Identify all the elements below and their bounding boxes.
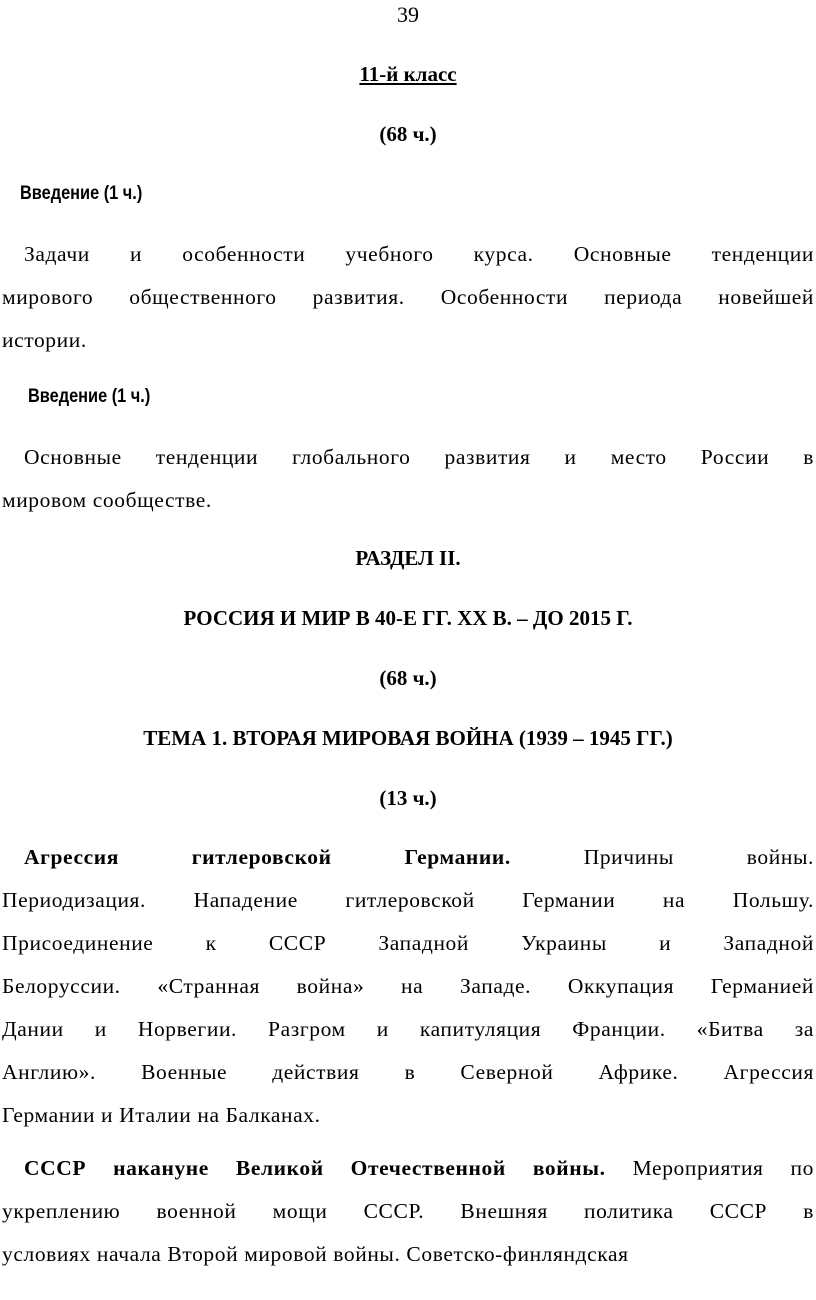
intro1-heading: Введение (1 ч.) <box>20 183 143 204</box>
para2-paragraph <box>2 1147 814 1276</box>
para1-lead: Агрессия гитлеровской Германии. <box>24 845 511 869</box>
para2-line: укреплению военной мощи СССР. Внешняя политика СССР в <box>2 1199 814 1223</box>
para2-first-line <box>2 1147 814 1190</box>
para2-lead: СССР накануне Великой Отечественной войны. <box>24 1156 606 1180</box>
para1-paragraph <box>2 836 814 1137</box>
intro1-line: истории. <box>2 328 87 352</box>
para1-line: Периодизация. Нападение гитлеровской Германии на Польшу. <box>2 888 814 912</box>
para1-line: Англию». Военные действия в Северной Африке. Агрессия <box>2 1060 814 1084</box>
para1-line: Дании и Норвегии. Разгром и капитуляция Франции. «Битва за <box>2 1017 814 1041</box>
class-title: 11-й класс <box>359 62 457 86</box>
para1-first-line <box>2 836 814 879</box>
section-hours: (68 ч.) <box>379 666 437 690</box>
class-title-row <box>0 62 816 87</box>
section-subtitle: РОССИЯ И МИР В 40-Е ГГ. XX В. – ДО 2015 Г. <box>183 606 633 630</box>
para1-line: Белоруссии. «Странная война» на Западе. Оккупация Германией <box>2 974 814 998</box>
class-hours: (68 ч.) <box>379 122 437 146</box>
intro1-paragraph <box>2 233 814 362</box>
topic-title: ТЕМА 1. ВТОРАЯ МИРОВАЯ ВОЙНА (1939 – 1945 ГГ.) <box>143 726 673 750</box>
para1-line: Присоединение к СССР Западной Украины и Западной <box>2 931 814 955</box>
intro2-line: Основные тенденции глобального развития и место России в <box>24 445 814 469</box>
intro1-line: Задачи и особенности учебного курса. Основные тенденции <box>24 242 814 266</box>
intro1-line: мирового общественного развития. Особенности периода новейшей <box>2 285 814 309</box>
intro2-paragraph <box>2 436 814 522</box>
intro2-line: мировом сообществе. <box>2 488 212 512</box>
para1-line1-rest: Причины войны. <box>583 845 814 869</box>
section-title: РАЗДЕЛ II. <box>355 546 461 570</box>
para1-line: Германии и Италии на Балканах. <box>2 1103 321 1127</box>
page-number: 39 <box>397 2 419 27</box>
para2-line1-rest: Мероприятия по <box>632 1156 814 1180</box>
intro2-heading: Введение (1 ч.) <box>28 386 151 407</box>
topic-hours: (13 ч.) <box>379 786 437 810</box>
para2-line: условиях начала Второй мировой войны. Советско-финляндская <box>2 1242 629 1266</box>
